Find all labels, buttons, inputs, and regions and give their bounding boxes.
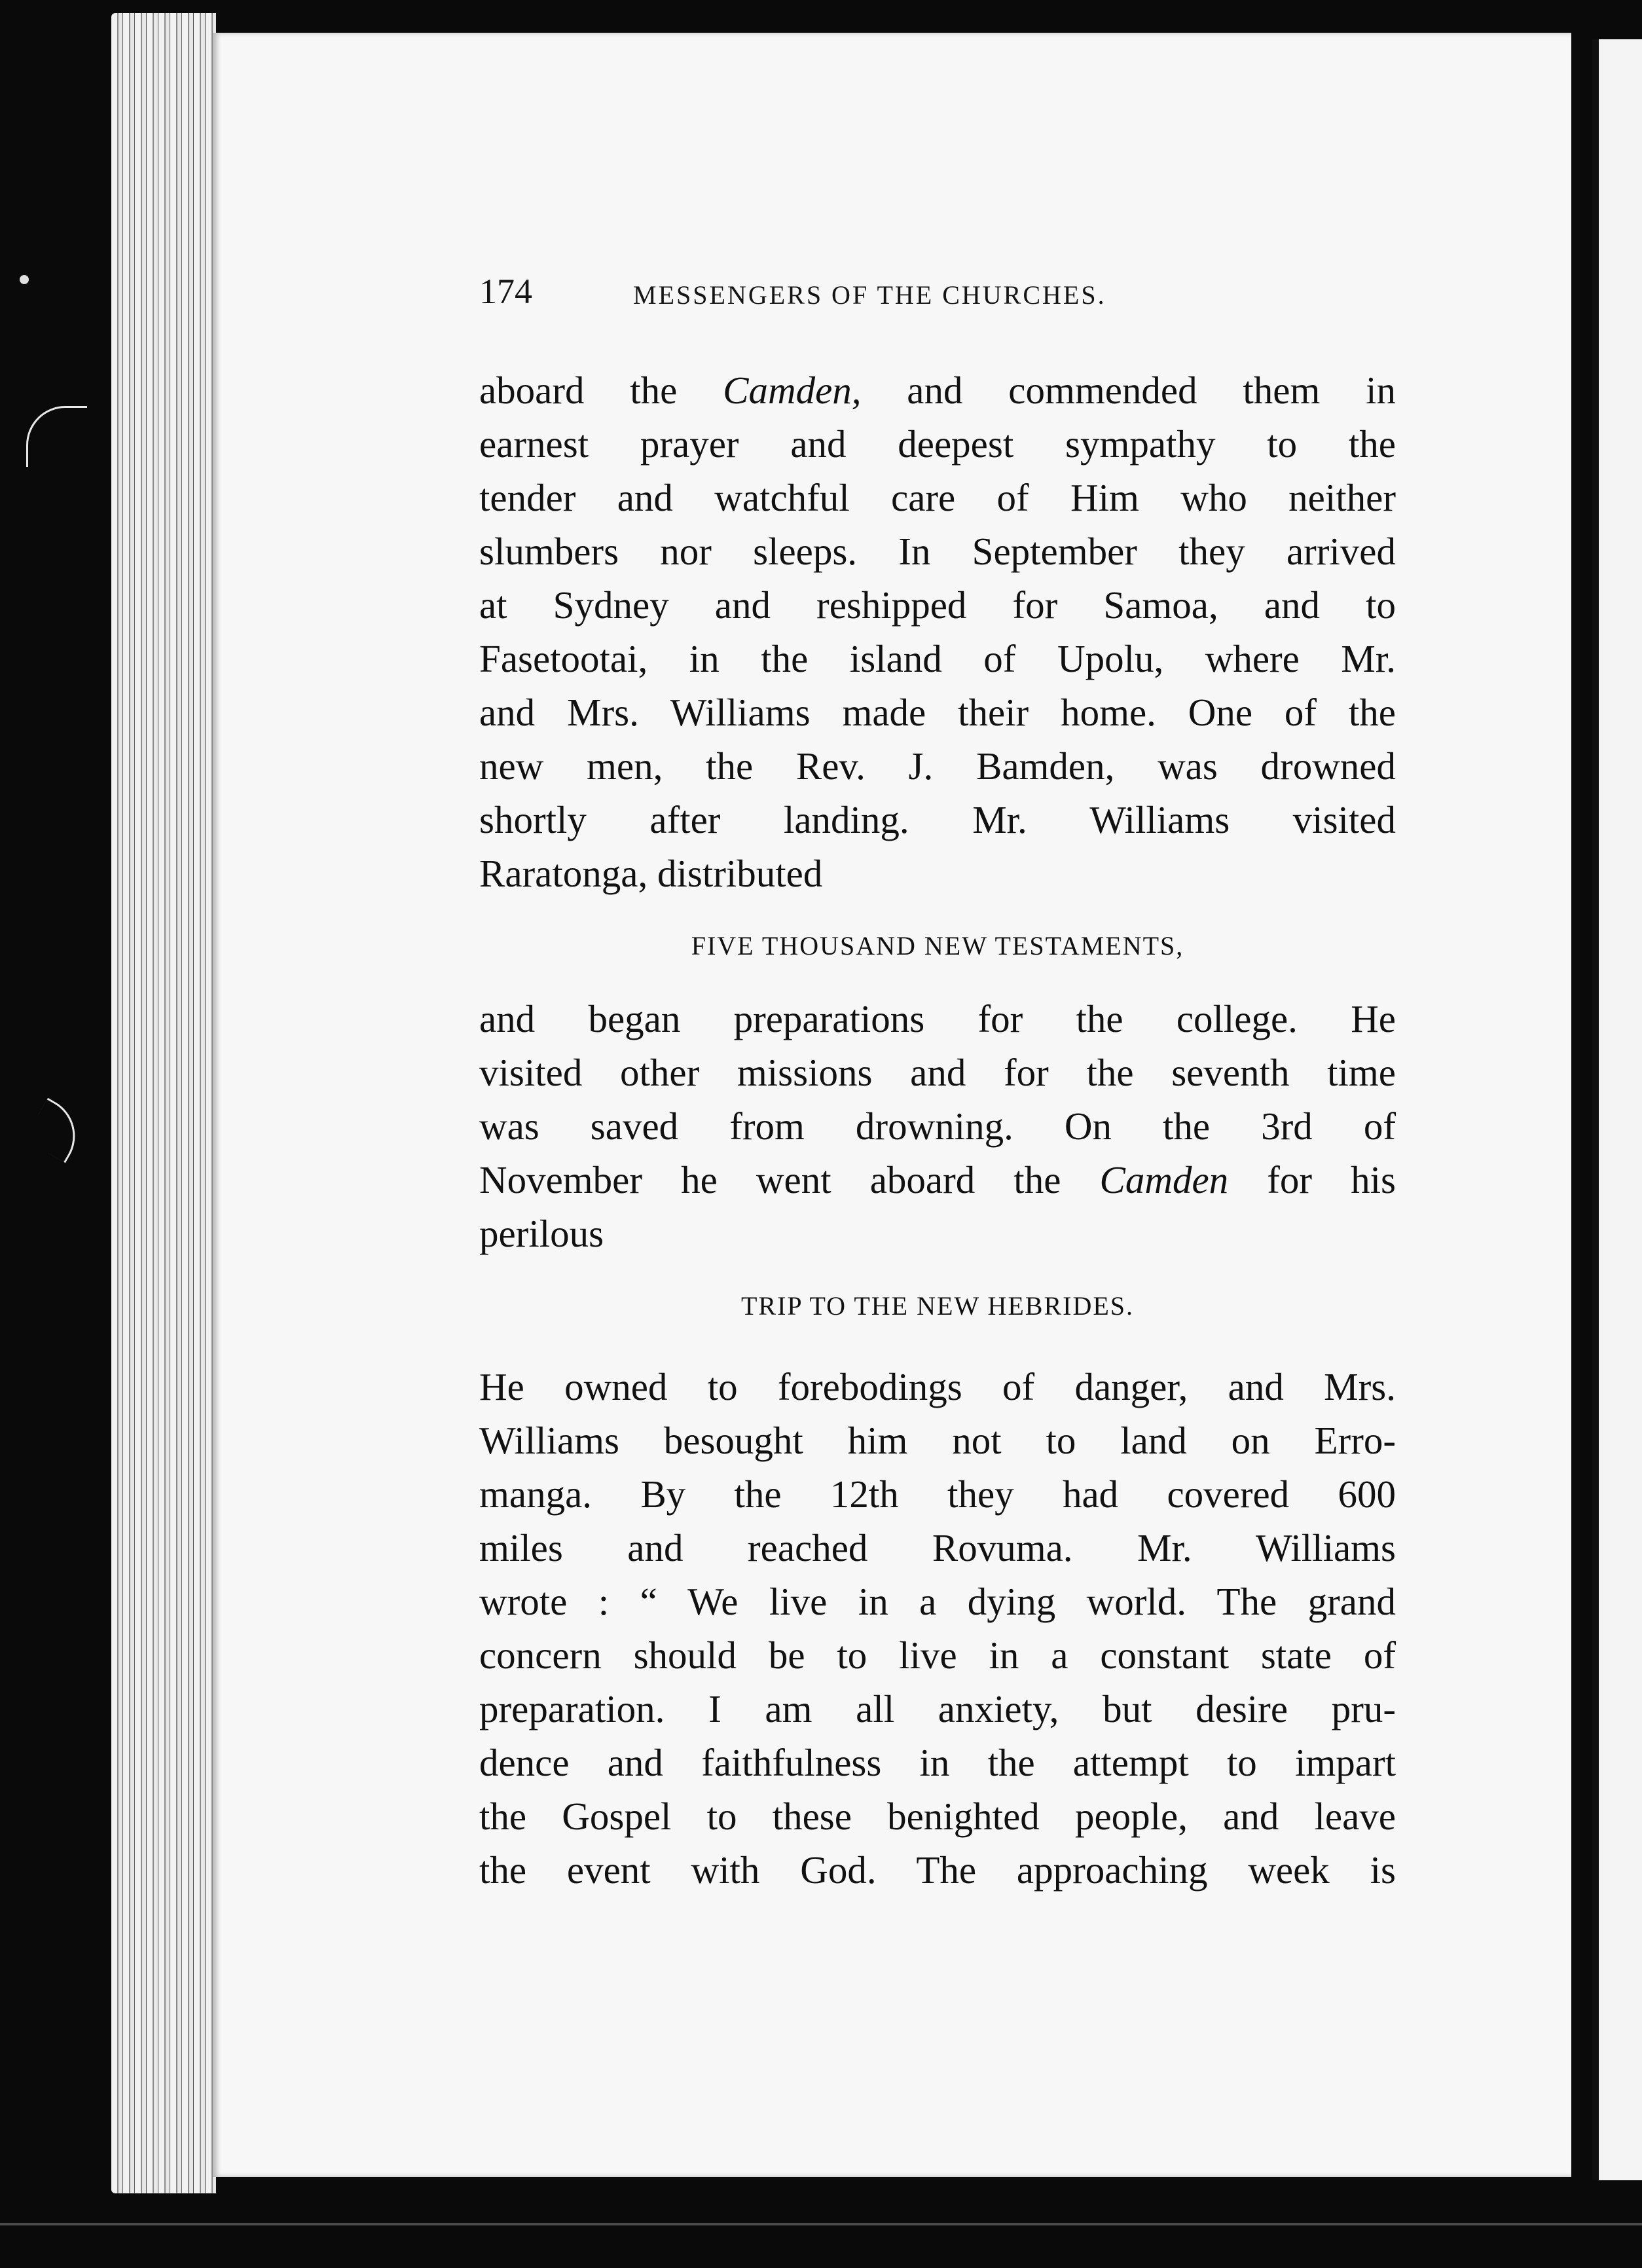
text-line: He owned to forebodings of danger, and Mrs. — [479, 1365, 1396, 1408]
text-line: manga. By the 12th they had covered 600 — [479, 1472, 1396, 1516]
bottom-edge — [0, 2223, 1642, 2225]
text-line: slumbers nor sleeps. In September they arrived — [479, 530, 1396, 573]
section-heading: FIVE THOUSAND NEW TESTAMENTS, — [691, 931, 1184, 960]
section-heading: TRIP TO THE NEW HEBRIDES. — [740, 1291, 1135, 1321]
text-line: the Gospel to these benighted people, and leave — [479, 1795, 1396, 1838]
text-line: perilous — [479, 1212, 604, 1255]
text-line: Raratonga, distributed — [479, 852, 823, 895]
ship-name: Camden — [1099, 1158, 1229, 1201]
facing-page-edge — [1592, 39, 1642, 2180]
scan-artifact — [24, 1098, 90, 1163]
text-line: shortly after landing. Mr. Williams visited — [479, 798, 1396, 841]
text-line: dence and faithfulness in the attempt to impart — [479, 1741, 1396, 1784]
text-line: and Mrs. Williams made their home. One of the — [479, 691, 1396, 734]
text-line: concern should be to live in a constant state of — [479, 1634, 1396, 1677]
page-edges — [111, 13, 216, 2193]
text-line: tender and watchful care of Him who neither — [479, 476, 1396, 519]
scan-artifact — [26, 406, 87, 467]
text-line: visited other missions and for the seventh time — [479, 1051, 1396, 1094]
text-line: and began preparations for the college. He — [479, 997, 1396, 1040]
page-number: 174 — [479, 272, 532, 311]
paragraph — [479, 1360, 1396, 1897]
text-line: was saved from drowning. On the 3rd of — [479, 1105, 1396, 1148]
text-line: at Sydney and reshipped for Samoa, and to — [479, 583, 1396, 627]
text-line: the event with God. The approaching week is — [479, 1848, 1396, 1892]
scan-speck — [20, 275, 29, 284]
text-line: November he went aboard the Camden for his — [479, 1158, 1396, 1201]
text-line: Fasetootai, in the island of Upolu, where Mr. — [479, 637, 1396, 680]
body-text — [479, 363, 1396, 1897]
paragraph — [479, 363, 1396, 900]
text-line: aboard the Camden, and commended them in — [479, 369, 1396, 412]
text-line: wrote : “ We live in a dying world. The grand — [479, 1580, 1396, 1623]
running-head — [479, 268, 1245, 314]
running-title: MESSENGERS OF THE CHURCHES. — [633, 280, 1106, 310]
text-line: new men, the Rev. J. Bamden, was drowned — [479, 744, 1396, 788]
text-line: preparation. I am all anxiety, but desire pru- — [479, 1687, 1396, 1730]
text-line: Williams besought him not to land on Erro- — [479, 1419, 1396, 1462]
text-line: earnest prayer and deepest sympathy to the — [479, 422, 1396, 466]
text-line: miles and reached Rovuma. Mr. Williams — [479, 1526, 1396, 1569]
ship-name: Camden, — [723, 369, 862, 412]
paragraph — [479, 992, 1396, 1260]
